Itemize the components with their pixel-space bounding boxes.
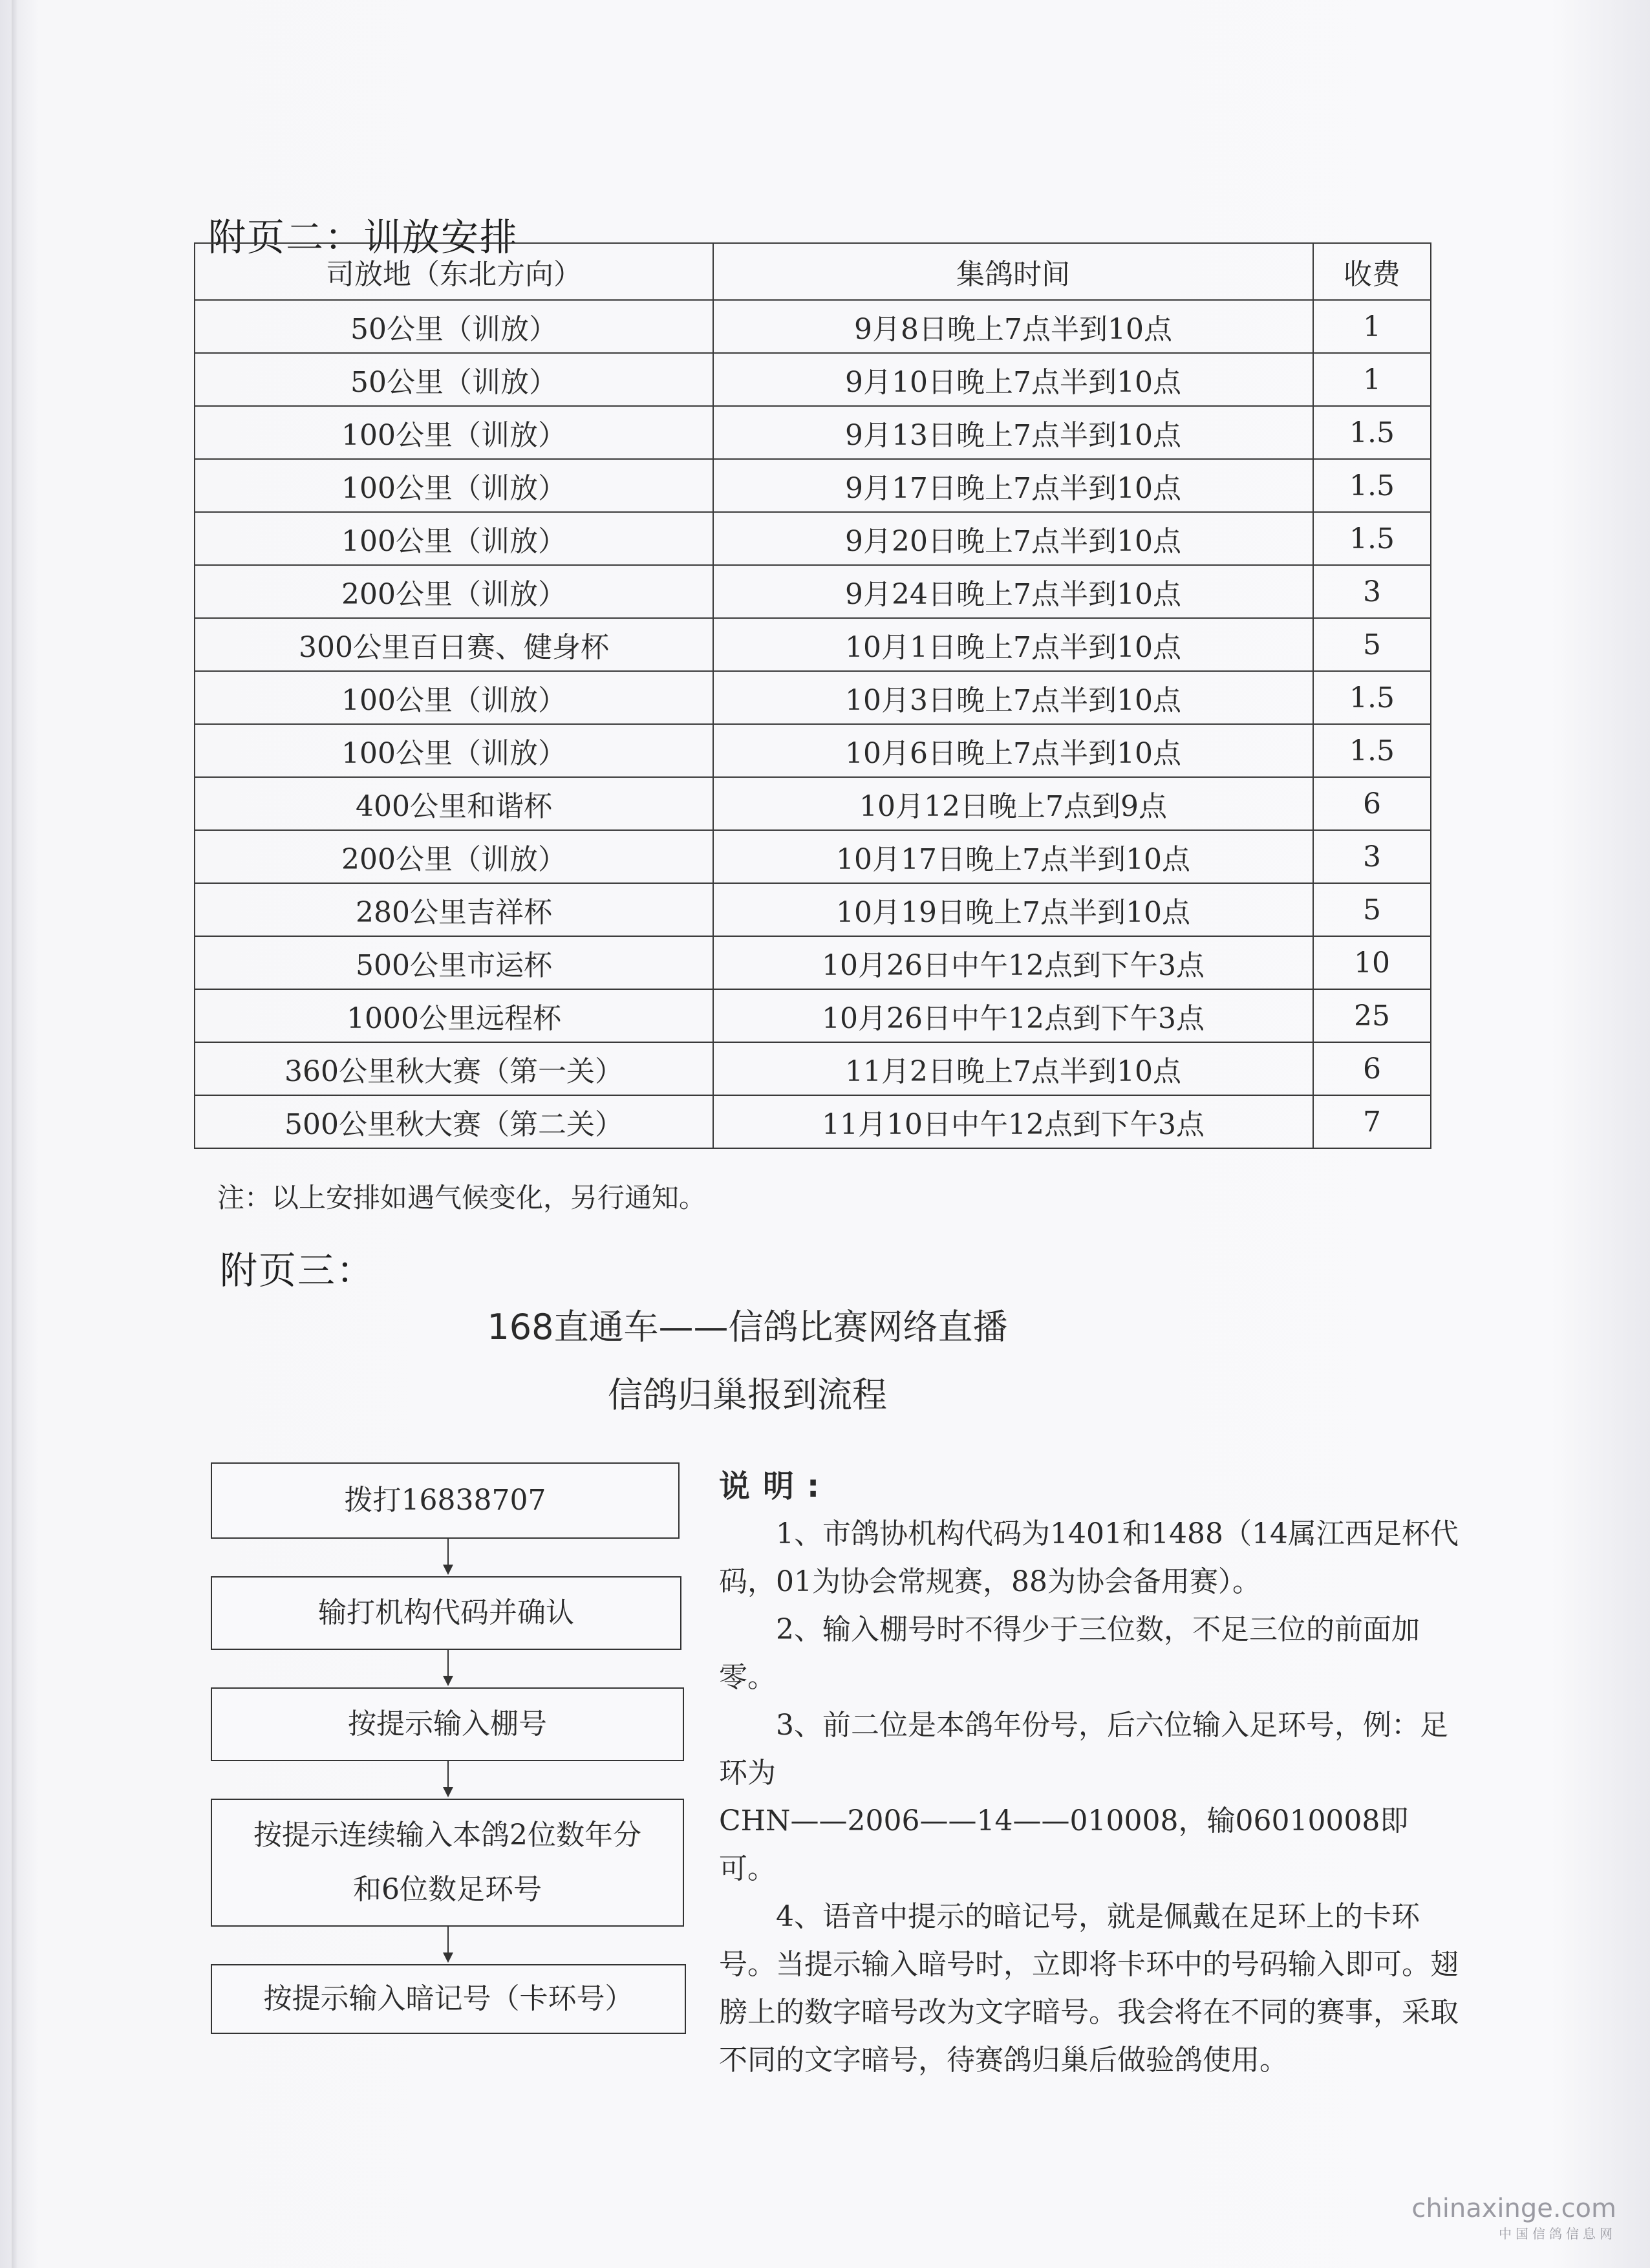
cell-location: 200公里（训放） — [195, 565, 713, 618]
cell-location: 400公里和谐杯 — [195, 777, 713, 830]
cell-fee: 5 — [1313, 883, 1431, 936]
flow-arrow-icon — [211, 1650, 686, 1687]
cell-fee: 3 — [1313, 565, 1431, 618]
site-watermark — [1411, 2194, 1616, 2242]
flow-step-2: 输打机构代码并确认 — [211, 1576, 681, 1650]
col-header-fee: 收费 — [1313, 243, 1431, 300]
table-row — [195, 883, 1431, 936]
cell-location: 50公里（训放） — [195, 300, 713, 353]
table-row — [195, 565, 1431, 618]
cell-time: 10月17日晚上7点半到10点 — [713, 830, 1313, 883]
watermark-name: 中国信鸽信息网 — [1499, 2226, 1616, 2241]
cell-time: 9月17日晚上7点半到10点 — [713, 459, 1313, 512]
table-row — [195, 671, 1431, 724]
cell-location: 200公里（训放） — [195, 830, 713, 883]
cell-time: 11月2日晚上7点半到10点 — [713, 1042, 1313, 1095]
cell-location: 300公里百日赛、健身杯 — [195, 618, 713, 671]
cell-time: 9月8日晚上7点半到10点 — [713, 300, 1313, 353]
appendix3-subheading: 信鸽归巢报到流程 — [608, 1375, 887, 1415]
explanation-item-1: 1、市鸽协机构代码为1401和1488（14属江西足杯代码，01为协会常规赛，88为协会备用赛）。 — [719, 1517, 1459, 1598]
flow-step-5: 按提示输入暗记号（卡环号） — [211, 1964, 686, 2034]
appendix3-heading: 168直通车——信鸽比赛网络直播 — [487, 1307, 1008, 1347]
cell-fee: 1.5 — [1313, 512, 1431, 565]
cell-location: 1000公里远程杯 — [195, 989, 713, 1042]
cell-fee: 1.5 — [1313, 406, 1431, 459]
cell-location: 100公里（训放） — [195, 459, 713, 512]
cell-fee: 6 — [1313, 777, 1431, 830]
cell-time: 10月6日晚上7点半到10点 — [713, 724, 1313, 777]
flow-step-4: 按提示连续输入本鸽2位数年分和6位数足环号 — [211, 1799, 684, 1927]
cell-location: 360公里秋大赛（第一关） — [195, 1042, 713, 1095]
cell-time: 10月1日晚上7点半到10点 — [713, 618, 1313, 671]
explanation-item-3: 3、前二位是本鸽年份号，后六位输入足环号，例：足环为 — [719, 1709, 1448, 1790]
cell-location: 100公里（训放） — [195, 671, 713, 724]
cell-time: 10月26日中午12点到下午3点 — [713, 989, 1313, 1042]
col-header-location: 司放地（东北方向） — [195, 243, 713, 300]
cell-location: 100公里（训放） — [195, 406, 713, 459]
cell-fee: 1 — [1313, 353, 1431, 406]
table-row — [195, 1095, 1431, 1148]
table-row — [195, 830, 1431, 883]
table-row — [195, 618, 1431, 671]
table-row — [195, 724, 1431, 777]
report-flowchart — [211, 1462, 686, 2034]
cell-time: 10月3日晚上7点半到10点 — [713, 671, 1313, 724]
cell-fee: 1 — [1313, 300, 1431, 353]
cell-location: 100公里（训放） — [195, 724, 713, 777]
flow-step-3: 按提示输入棚号 — [211, 1687, 684, 1761]
appendix3-title: 附页三： — [220, 1248, 376, 1292]
watermark-site: chinaxinge.com — [1411, 2194, 1616, 2223]
cell-fee: 10 — [1313, 936, 1431, 989]
explanation-block — [719, 1462, 1462, 2084]
table-row — [195, 989, 1431, 1042]
cell-fee: 1.5 — [1313, 671, 1431, 724]
cell-fee: 1.5 — [1313, 724, 1431, 777]
flow-arrow-icon — [211, 1539, 686, 1576]
appendix2-title: 附页二：训放安排 — [208, 215, 519, 259]
cell-time: 9月24日晚上7点半到10点 — [713, 565, 1313, 618]
cell-time: 9月13日晚上7点半到10点 — [713, 406, 1313, 459]
training-schedule-table — [194, 242, 1431, 1149]
table-row — [195, 936, 1431, 989]
cell-time: 10月26日中午12点到下午3点 — [713, 936, 1313, 989]
cell-fee: 25 — [1313, 989, 1431, 1042]
cell-time: 10月12日晚上7点到9点 — [713, 777, 1313, 830]
explanation-item-4: 4、语音中提示的暗记号，就是佩戴在足环上的卡环号。当提示输入暗号时，立即将卡环中的号码输入即可。翅膀上的数字暗号改为文字暗号。我会将在不同的赛事，采取不同的文字暗号，待赛鸽归巢后做验鸽使用。 — [719, 1900, 1459, 2077]
cell-location: 500公里市运杯 — [195, 936, 713, 989]
table-row — [195, 353, 1431, 406]
explanation-item-2: 2、输入棚号时不得少于三位数，不足三位的前面加零。 — [719, 1613, 1420, 1694]
table-row — [195, 512, 1431, 565]
table-row — [195, 1042, 1431, 1095]
explanation-example: CHN——2006——14——010008，输06010008即可。 — [719, 1804, 1409, 1885]
cell-time: 10月19日晚上7点半到10点 — [713, 883, 1313, 936]
cell-location: 100公里（训放） — [195, 512, 713, 565]
table-body — [195, 300, 1431, 1148]
flow-arrow-icon — [211, 1761, 686, 1799]
binding-crease — [12, 0, 18, 2268]
col-header-time: 集鸽时间 — [713, 243, 1313, 300]
cell-fee: 6 — [1313, 1042, 1431, 1095]
table-row — [195, 777, 1431, 830]
table-row — [195, 300, 1431, 353]
cell-fee: 7 — [1313, 1095, 1431, 1148]
table-row — [195, 459, 1431, 512]
explanation-label: 说明: — [719, 1468, 833, 1504]
cell-location: 280公里吉祥杯 — [195, 883, 713, 936]
cell-location: 50公里（训放） — [195, 353, 713, 406]
cell-fee: 1.5 — [1313, 459, 1431, 512]
table-header-row — [195, 243, 1431, 300]
cell-time: 11月10日中午12点到下午3点 — [713, 1095, 1313, 1148]
schedule-note: 注：以上安排如遇气候变化，另行通知。 — [217, 1182, 707, 1214]
table-row — [195, 406, 1431, 459]
cell-fee: 5 — [1313, 618, 1431, 671]
flow-arrow-icon — [211, 1927, 686, 1964]
cell-time: 9月10日晚上7点半到10点 — [713, 353, 1313, 406]
cell-time: 9月20日晚上7点半到10点 — [713, 512, 1313, 565]
flow-step-1: 拨打16838707 — [211, 1462, 680, 1539]
cell-location: 500公里秋大赛（第二关） — [195, 1095, 713, 1148]
cell-fee: 3 — [1313, 830, 1431, 883]
